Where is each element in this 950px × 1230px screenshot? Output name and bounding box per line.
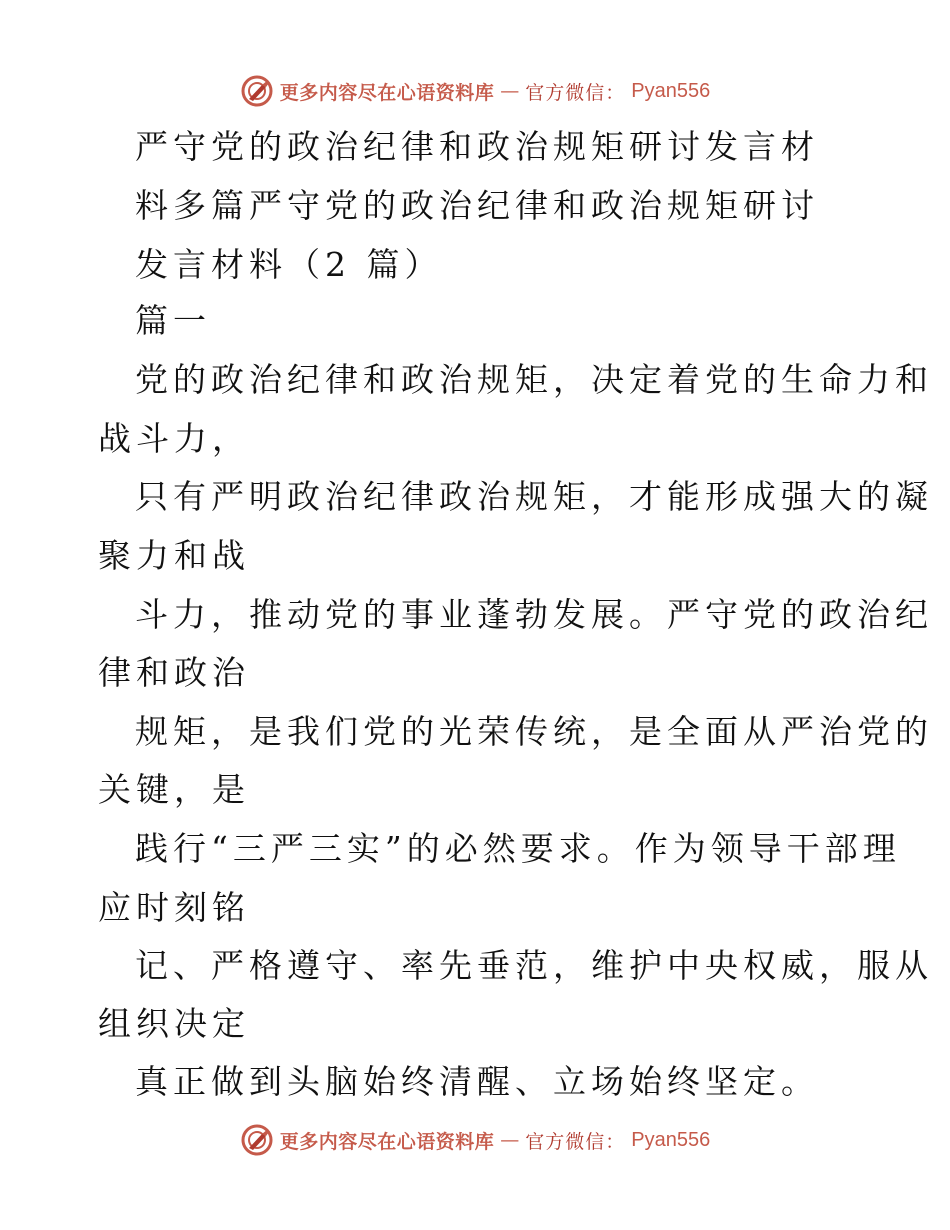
title-line-2: 料多篇严守党的政治纪律和政治规矩研讨 bbox=[135, 186, 819, 225]
paragraph-line: 斗力，推动党的事业蓬勃发展。严守党的政治纪 bbox=[135, 595, 933, 634]
title-line-3: 发言材料（2 篇） bbox=[135, 245, 443, 284]
banner-wechat-label: 官方微信： bbox=[525, 1130, 626, 1153]
title-line-1: 严守党的政治纪律和政治规矩研讨发言材 bbox=[135, 127, 819, 166]
paragraph-line: 真正做到头脑始终清醒、立场始终坚定。 bbox=[135, 1062, 819, 1101]
banner-wechat-label: 官方微信： bbox=[525, 81, 626, 104]
banner-main-text: 更多内容尽在心语资料库 bbox=[279, 81, 495, 104]
paragraph-line: 聚力和战 bbox=[98, 536, 250, 575]
paragraph-line: 践行“三严三实”的必然要求。作为领导干部理 bbox=[135, 829, 901, 868]
banner-dash: — bbox=[500, 80, 520, 102]
paragraph-line: 规矩，是我们党的光荣传统，是全面从严治党的 bbox=[135, 712, 933, 751]
logo-icon bbox=[240, 1123, 274, 1157]
paragraph-line: 党的政治纪律和政治规矩，决定着党的生命力和 bbox=[135, 360, 933, 399]
banner-main-text: 更多内容尽在心语资料库 bbox=[279, 1130, 495, 1153]
paragraph-line: 应时刻铭 bbox=[98, 888, 250, 927]
banner-wechat-id: Pyan556 bbox=[631, 1128, 711, 1151]
paragraph-line: 律和政治 bbox=[98, 653, 250, 692]
paragraph-line: 关键，是 bbox=[98, 770, 250, 809]
banner-dash: — bbox=[500, 1129, 520, 1151]
paragraph-line: 只有严明政治纪律政治规矩，才能形成强大的凝 bbox=[135, 477, 933, 516]
paragraph-line: 战斗力， bbox=[98, 419, 250, 458]
footer-banner bbox=[0, 1120, 950, 1160]
paragraph-line: 组织决定 bbox=[98, 1004, 250, 1043]
paragraph-line: 记、严格遵守、率先垂范，维护中央权威，服从 bbox=[135, 946, 933, 985]
section-heading: 篇一 bbox=[135, 301, 211, 340]
banner-wechat-id: Pyan556 bbox=[631, 79, 711, 102]
